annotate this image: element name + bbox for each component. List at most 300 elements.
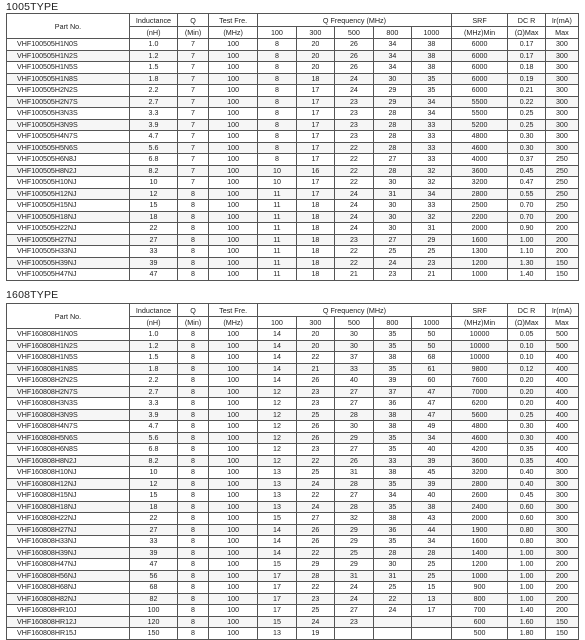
cell-q-500: 27: [335, 605, 373, 617]
cell-inductance: 22: [129, 223, 177, 235]
header-srf: SRF: [451, 304, 508, 317]
cell-test-fre: 100: [209, 165, 258, 177]
cell-ir: 300: [545, 478, 578, 490]
cell-srf: 3600: [451, 455, 508, 467]
header-dcr: DC R: [508, 14, 545, 27]
cell-test-fre: 100: [209, 570, 258, 582]
cell-q-500: 28: [335, 478, 373, 490]
cell-ir: 300: [545, 73, 578, 85]
cell-q-800: 33: [373, 455, 411, 467]
cell-dcr: 0.17: [508, 39, 545, 51]
cell-q-300: 23: [296, 398, 334, 410]
cell-q-300: 20: [296, 340, 334, 352]
cell-dcr: 0.10: [508, 340, 545, 352]
cell-q-min: 8: [178, 211, 209, 223]
cell-dcr: 0.30: [508, 432, 545, 444]
cell-q-1000: 29: [412, 234, 452, 246]
cell-q-1000: 47: [412, 386, 452, 398]
table-row: [7, 340, 579, 352]
cell-q-min: 8: [178, 234, 209, 246]
cell-srf: 6000: [451, 39, 508, 51]
cell-ir: 200: [545, 582, 578, 594]
cell-q-800: 24: [373, 257, 411, 269]
cell-ir: 300: [545, 39, 578, 51]
cell-srf: 2000: [451, 223, 508, 235]
cell-q-1000: 38: [412, 501, 452, 513]
cell-q-min: 7: [178, 96, 209, 108]
cell-q-800: 29: [373, 96, 411, 108]
header-freq-800: 800: [373, 27, 411, 39]
cell-srf: 6000: [451, 73, 508, 85]
cell-q-100: 14: [258, 340, 296, 352]
cell-q-1000: 34: [412, 108, 452, 120]
table-row: [7, 223, 579, 235]
cell-q-1000: 40: [412, 490, 452, 502]
cell-q-min: 8: [178, 409, 209, 421]
cell-q-500: 22: [335, 142, 373, 154]
cell-q-min: 8: [178, 628, 209, 640]
cell-inductance: 1.0: [129, 39, 177, 51]
cell-q-100: 13: [258, 501, 296, 513]
cell-srf: 6000: [451, 50, 508, 62]
cell-dcr: 0.35: [508, 455, 545, 467]
cell-ir: 250: [545, 154, 578, 166]
cell-part-no: VHF160808H4N7S: [7, 421, 130, 433]
cell-part-no: VHF160808H1N5S: [7, 352, 130, 364]
cell-q-1000: 15: [412, 582, 452, 594]
cell-q-300: 18: [296, 246, 334, 258]
cell-q-500: [335, 628, 373, 640]
cell-ir: 400: [545, 409, 578, 421]
cell-part-no: VHF160808H15NJ: [7, 490, 130, 502]
table-row: [7, 593, 579, 605]
cell-q-100: 14: [258, 547, 296, 559]
cell-srf: 600: [451, 616, 508, 628]
cell-dcr: 1.00: [508, 547, 545, 559]
header-part-no: Part No.: [7, 304, 130, 329]
cell-q-300: 18: [296, 211, 334, 223]
cell-q-min: 8: [178, 444, 209, 456]
cell-q-500: 23: [335, 234, 373, 246]
cell-q-1000: 28: [412, 547, 452, 559]
cell-srf: 2600: [451, 490, 508, 502]
cell-test-fre: 100: [209, 375, 258, 387]
cell-ir: 300: [545, 50, 578, 62]
cell-inductance: 18: [129, 211, 177, 223]
cell-q-800: 28: [373, 165, 411, 177]
cell-inductance: 6.8: [129, 444, 177, 456]
cell-dcr: 0.37: [508, 154, 545, 166]
cell-dcr: 0.25: [508, 409, 545, 421]
cell-inductance: 150: [129, 628, 177, 640]
cell-srf: 4800: [451, 131, 508, 143]
cell-test-fre: 100: [209, 340, 258, 352]
table-row: [7, 119, 579, 131]
cell-q-100: 13: [258, 628, 296, 640]
cell-ir: 300: [545, 62, 578, 74]
cell-q-min: 8: [178, 513, 209, 525]
cell-q-800: 35: [373, 536, 411, 548]
cell-q-500: 30: [335, 340, 373, 352]
cell-q-800: 36: [373, 398, 411, 410]
cell-q-800: 35: [373, 340, 411, 352]
cell-q-1000: 68: [412, 352, 452, 364]
cell-q-100: 8: [258, 62, 296, 74]
cell-q-100: 13: [258, 478, 296, 490]
table-row: [7, 547, 579, 559]
cell-q-500: 27: [335, 444, 373, 456]
cell-q-min: 8: [178, 536, 209, 548]
cell-q-300: 26: [296, 536, 334, 548]
cell-q-100: 13: [258, 467, 296, 479]
cell-q-500: 24: [335, 85, 373, 97]
cell-q-1000: 33: [412, 154, 452, 166]
cell-part-no: VHF100505H6N8J: [7, 154, 130, 166]
cell-dcr: 0.35: [508, 444, 545, 456]
cell-q-100: 11: [258, 223, 296, 235]
cell-q-min: 8: [178, 386, 209, 398]
cell-q-500: 22: [335, 257, 373, 269]
table-row: [7, 131, 579, 143]
cell-ir: 200: [545, 570, 578, 582]
cell-q-1000: 40: [412, 444, 452, 456]
cell-q-1000: 23: [412, 257, 452, 269]
cell-part-no: VHF160808H12NJ: [7, 478, 130, 490]
cell-q-800: 38: [373, 421, 411, 433]
cell-inductance: 2.7: [129, 386, 177, 398]
cell-test-fre: 100: [209, 211, 258, 223]
cell-q-300: 29: [296, 559, 334, 571]
cell-inductance: 56: [129, 570, 177, 582]
cell-ir: 300: [545, 119, 578, 131]
cell-test-fre: 100: [209, 386, 258, 398]
cell-ir: 300: [545, 85, 578, 97]
cell-q-500: 24: [335, 200, 373, 212]
cell-q-1000: 31: [412, 223, 452, 235]
cell-q-min: 8: [178, 363, 209, 375]
cell-q-100: 8: [258, 96, 296, 108]
cell-part-no: VHF100505H2N7S: [7, 96, 130, 108]
cell-q-1000: 33: [412, 142, 452, 154]
cell-q-500: 23: [335, 108, 373, 120]
cell-q-300: 22: [296, 455, 334, 467]
cell-inductance: 39: [129, 257, 177, 269]
cell-test-fre: 100: [209, 421, 258, 433]
cell-ir: 400: [545, 444, 578, 456]
cell-dcr: 0.45: [508, 165, 545, 177]
cell-inductance: 12: [129, 478, 177, 490]
cell-inductance: 3.9: [129, 119, 177, 131]
cell-part-no: VHF160808H39NJ: [7, 547, 130, 559]
cell-q-500: 27: [335, 490, 373, 502]
cell-ir: 300: [545, 490, 578, 502]
cell-inductance: 18: [129, 501, 177, 513]
cell-q-1000: 50: [412, 329, 452, 341]
cell-inductance: 1.8: [129, 363, 177, 375]
cell-q-1000: 21: [412, 269, 452, 281]
cell-q-800: 30: [373, 177, 411, 189]
cell-inductance: 2.2: [129, 85, 177, 97]
cell-q-1000: 34: [412, 432, 452, 444]
cell-test-fre: 100: [209, 177, 258, 189]
table-row: [7, 398, 579, 410]
cell-q-300: 26: [296, 524, 334, 536]
cell-q-800: 30: [373, 73, 411, 85]
cell-q-100: 17: [258, 605, 296, 617]
cell-inductance: 27: [129, 234, 177, 246]
cell-srf: 1600: [451, 234, 508, 246]
cell-inductance: 5.6: [129, 432, 177, 444]
cell-q-800: 28: [373, 142, 411, 154]
table-row: [7, 501, 579, 513]
cell-q-300: 28: [296, 570, 334, 582]
cell-inductance: 3.9: [129, 409, 177, 421]
cell-part-no: VHF100505H2N2S: [7, 85, 130, 97]
cell-test-fre: 100: [209, 444, 258, 456]
cell-q-500: 22: [335, 177, 373, 189]
cell-part-no: VHF160808HR10J: [7, 605, 130, 617]
cell-part-no: VHF160808H3N9S: [7, 409, 130, 421]
cell-test-fre: 100: [209, 547, 258, 559]
cell-test-fre: 100: [209, 616, 258, 628]
cell-srf: 10000: [451, 352, 508, 364]
cell-q-300: 16: [296, 165, 334, 177]
cell-q-min: 7: [178, 108, 209, 120]
table-row: [7, 467, 579, 479]
cell-ir: 400: [545, 375, 578, 387]
table-row: [7, 559, 579, 571]
header-q-unit: (Min): [178, 27, 209, 39]
table-row: [7, 177, 579, 189]
cell-q-800: 29: [373, 85, 411, 97]
table-row: [7, 421, 579, 433]
cell-q-500: 24: [335, 593, 373, 605]
cell-dcr: 1.40: [508, 605, 545, 617]
cell-ir: 200: [545, 234, 578, 246]
cell-q-300: 18: [296, 200, 334, 212]
cell-inductance: 27: [129, 524, 177, 536]
cell-dcr: 0.05: [508, 329, 545, 341]
cell-q-800: [373, 616, 411, 628]
cell-test-fre: 100: [209, 223, 258, 235]
spec-table-1005: [6, 13, 579, 281]
cell-q-800: 30: [373, 200, 411, 212]
cell-ir: 150: [545, 628, 578, 640]
cell-q-500: 24: [335, 223, 373, 235]
cell-q-1000: [412, 616, 452, 628]
cell-q-800: 30: [373, 559, 411, 571]
cell-test-fre: 100: [209, 559, 258, 571]
cell-inductance: 33: [129, 536, 177, 548]
cell-srf: 2000: [451, 513, 508, 525]
cell-q-100: 12: [258, 398, 296, 410]
cell-q-min: 8: [178, 329, 209, 341]
cell-dcr: 1.00: [508, 559, 545, 571]
cell-q-min: 7: [178, 39, 209, 51]
cell-q-100: 8: [258, 85, 296, 97]
header-inductance: Inductance: [129, 14, 177, 27]
cell-q-300: 24: [296, 616, 334, 628]
cell-q-100: 8: [258, 131, 296, 143]
table-row: [7, 96, 579, 108]
cell-q-100: 14: [258, 363, 296, 375]
cell-q-min: 7: [178, 142, 209, 154]
cell-q-500: 32: [335, 513, 373, 525]
cell-q-500: 29: [335, 536, 373, 548]
cell-inductance: 1.5: [129, 62, 177, 74]
cell-q-1000: 47: [412, 398, 452, 410]
cell-srf: 4600: [451, 142, 508, 154]
header-dcr-unit: (Ω)Max: [508, 317, 545, 329]
cell-q-min: 8: [178, 398, 209, 410]
cell-q-min: 8: [178, 593, 209, 605]
cell-inductance: 1.2: [129, 50, 177, 62]
cell-q-100: 15: [258, 616, 296, 628]
cell-q-800: 37: [373, 386, 411, 398]
cell-ir: 500: [545, 329, 578, 341]
cell-q-800: 24: [373, 605, 411, 617]
cell-q-800: 28: [373, 119, 411, 131]
cell-q-500: 23: [335, 131, 373, 143]
cell-q-500: 25: [335, 547, 373, 559]
table-row: [7, 455, 579, 467]
cell-test-fre: 100: [209, 467, 258, 479]
cell-q-800: 31: [373, 188, 411, 200]
cell-q-300: 21: [296, 363, 334, 375]
cell-q-1000: 17: [412, 605, 452, 617]
cell-srf: 2800: [451, 188, 508, 200]
cell-q-500: 23: [335, 119, 373, 131]
cell-test-fre: 100: [209, 398, 258, 410]
header-freq-100: 100: [258, 27, 296, 39]
cell-q-1000: 25: [412, 246, 452, 258]
cell-q-1000: 61: [412, 363, 452, 375]
cell-q-100: 8: [258, 73, 296, 85]
cell-q-500: 28: [335, 501, 373, 513]
cell-ir: 300: [545, 96, 578, 108]
cell-dcr: 0.70: [508, 211, 545, 223]
cell-dcr: 0.18: [508, 62, 545, 74]
cell-q-min: 8: [178, 352, 209, 364]
cell-q-300: 22: [296, 547, 334, 559]
cell-q-300: 17: [296, 188, 334, 200]
cell-q-800: 38: [373, 467, 411, 479]
header-test-fre-unit: (MHz): [209, 27, 258, 39]
cell-part-no: VHF160808H47NJ: [7, 559, 130, 571]
cell-srf: 6200: [451, 398, 508, 410]
cell-test-fre: 100: [209, 432, 258, 444]
cell-q-1000: 38: [412, 62, 452, 74]
header-part-no: Part No.: [7, 14, 130, 39]
cell-q-min: 8: [178, 257, 209, 269]
cell-dcr: 0.47: [508, 177, 545, 189]
cell-part-no: VHF160808H1N0S: [7, 329, 130, 341]
cell-q-100: 8: [258, 154, 296, 166]
cell-ir: 200: [545, 246, 578, 258]
cell-q-min: 7: [178, 131, 209, 143]
table-row: [7, 154, 579, 166]
cell-dcr: 0.90: [508, 223, 545, 235]
table-row: [7, 524, 579, 536]
cell-q-800: 35: [373, 444, 411, 456]
cell-dcr: 0.80: [508, 524, 545, 536]
cell-q-300: 23: [296, 444, 334, 456]
cell-q-500: 26: [335, 50, 373, 62]
cell-inductance: 1.8: [129, 73, 177, 85]
cell-q-500: 23: [335, 96, 373, 108]
table-row: [7, 85, 579, 97]
cell-part-no: VHF100505H12NJ: [7, 188, 130, 200]
cell-q-300: 25: [296, 467, 334, 479]
cell-ir: 300: [545, 547, 578, 559]
cell-q-100: 12: [258, 386, 296, 398]
cell-q-500: 26: [335, 62, 373, 74]
cell-srf: 1000: [451, 269, 508, 281]
cell-q-500: 22: [335, 165, 373, 177]
cell-inductance: 82: [129, 593, 177, 605]
cell-dcr: 0.20: [508, 375, 545, 387]
cell-q-min: 7: [178, 119, 209, 131]
cell-q-min: 8: [178, 375, 209, 387]
cell-dcr: 0.20: [508, 398, 545, 410]
cell-q-500: 30: [335, 421, 373, 433]
cell-srf: 7600: [451, 375, 508, 387]
cell-dcr: 0.60: [508, 501, 545, 513]
cell-dcr: 1.00: [508, 570, 545, 582]
cell-q-100: 17: [258, 582, 296, 594]
cell-inductance: 2.2: [129, 375, 177, 387]
cell-test-fre: 100: [209, 593, 258, 605]
table-row: [7, 50, 579, 62]
cell-part-no: VHF160808HR12J: [7, 616, 130, 628]
header-ir-unit: Max: [545, 317, 578, 329]
cell-q-500: 31: [335, 467, 373, 479]
cell-part-no: VHF160808H3N3S: [7, 398, 130, 410]
cell-q-1000: 25: [412, 570, 452, 582]
cell-q-300: 17: [296, 177, 334, 189]
cell-q-300: 18: [296, 223, 334, 235]
cell-ir: 300: [545, 536, 578, 548]
table-row: [7, 211, 579, 223]
cell-q-min: 8: [178, 490, 209, 502]
table-row: [7, 188, 579, 200]
cell-inductance: 3.3: [129, 398, 177, 410]
table-row: [7, 352, 579, 364]
cell-q-800: 30: [373, 211, 411, 223]
cell-test-fre: 100: [209, 119, 258, 131]
cell-dcr: 1.30: [508, 257, 545, 269]
cell-test-fre: 100: [209, 352, 258, 364]
cell-dcr: 0.30: [508, 142, 545, 154]
cell-q-min: 8: [178, 616, 209, 628]
cell-test-fre: 100: [209, 39, 258, 51]
cell-q-300: 27: [296, 513, 334, 525]
cell-q-500: 31: [335, 570, 373, 582]
table-row: [7, 39, 579, 51]
table-row: [7, 375, 579, 387]
cell-dcr: 0.17: [508, 50, 545, 62]
cell-q-100: 12: [258, 444, 296, 456]
cell-q-800: 23: [373, 269, 411, 281]
cell-q-1000: 34: [412, 188, 452, 200]
cell-inductance: 68: [129, 582, 177, 594]
cell-q-300: 26: [296, 375, 334, 387]
cell-q-min: 8: [178, 200, 209, 212]
cell-test-fre: 100: [209, 50, 258, 62]
cell-part-no: VHF160808H6N8S: [7, 444, 130, 456]
table-row: [7, 478, 579, 490]
cell-q-800: 38: [373, 409, 411, 421]
